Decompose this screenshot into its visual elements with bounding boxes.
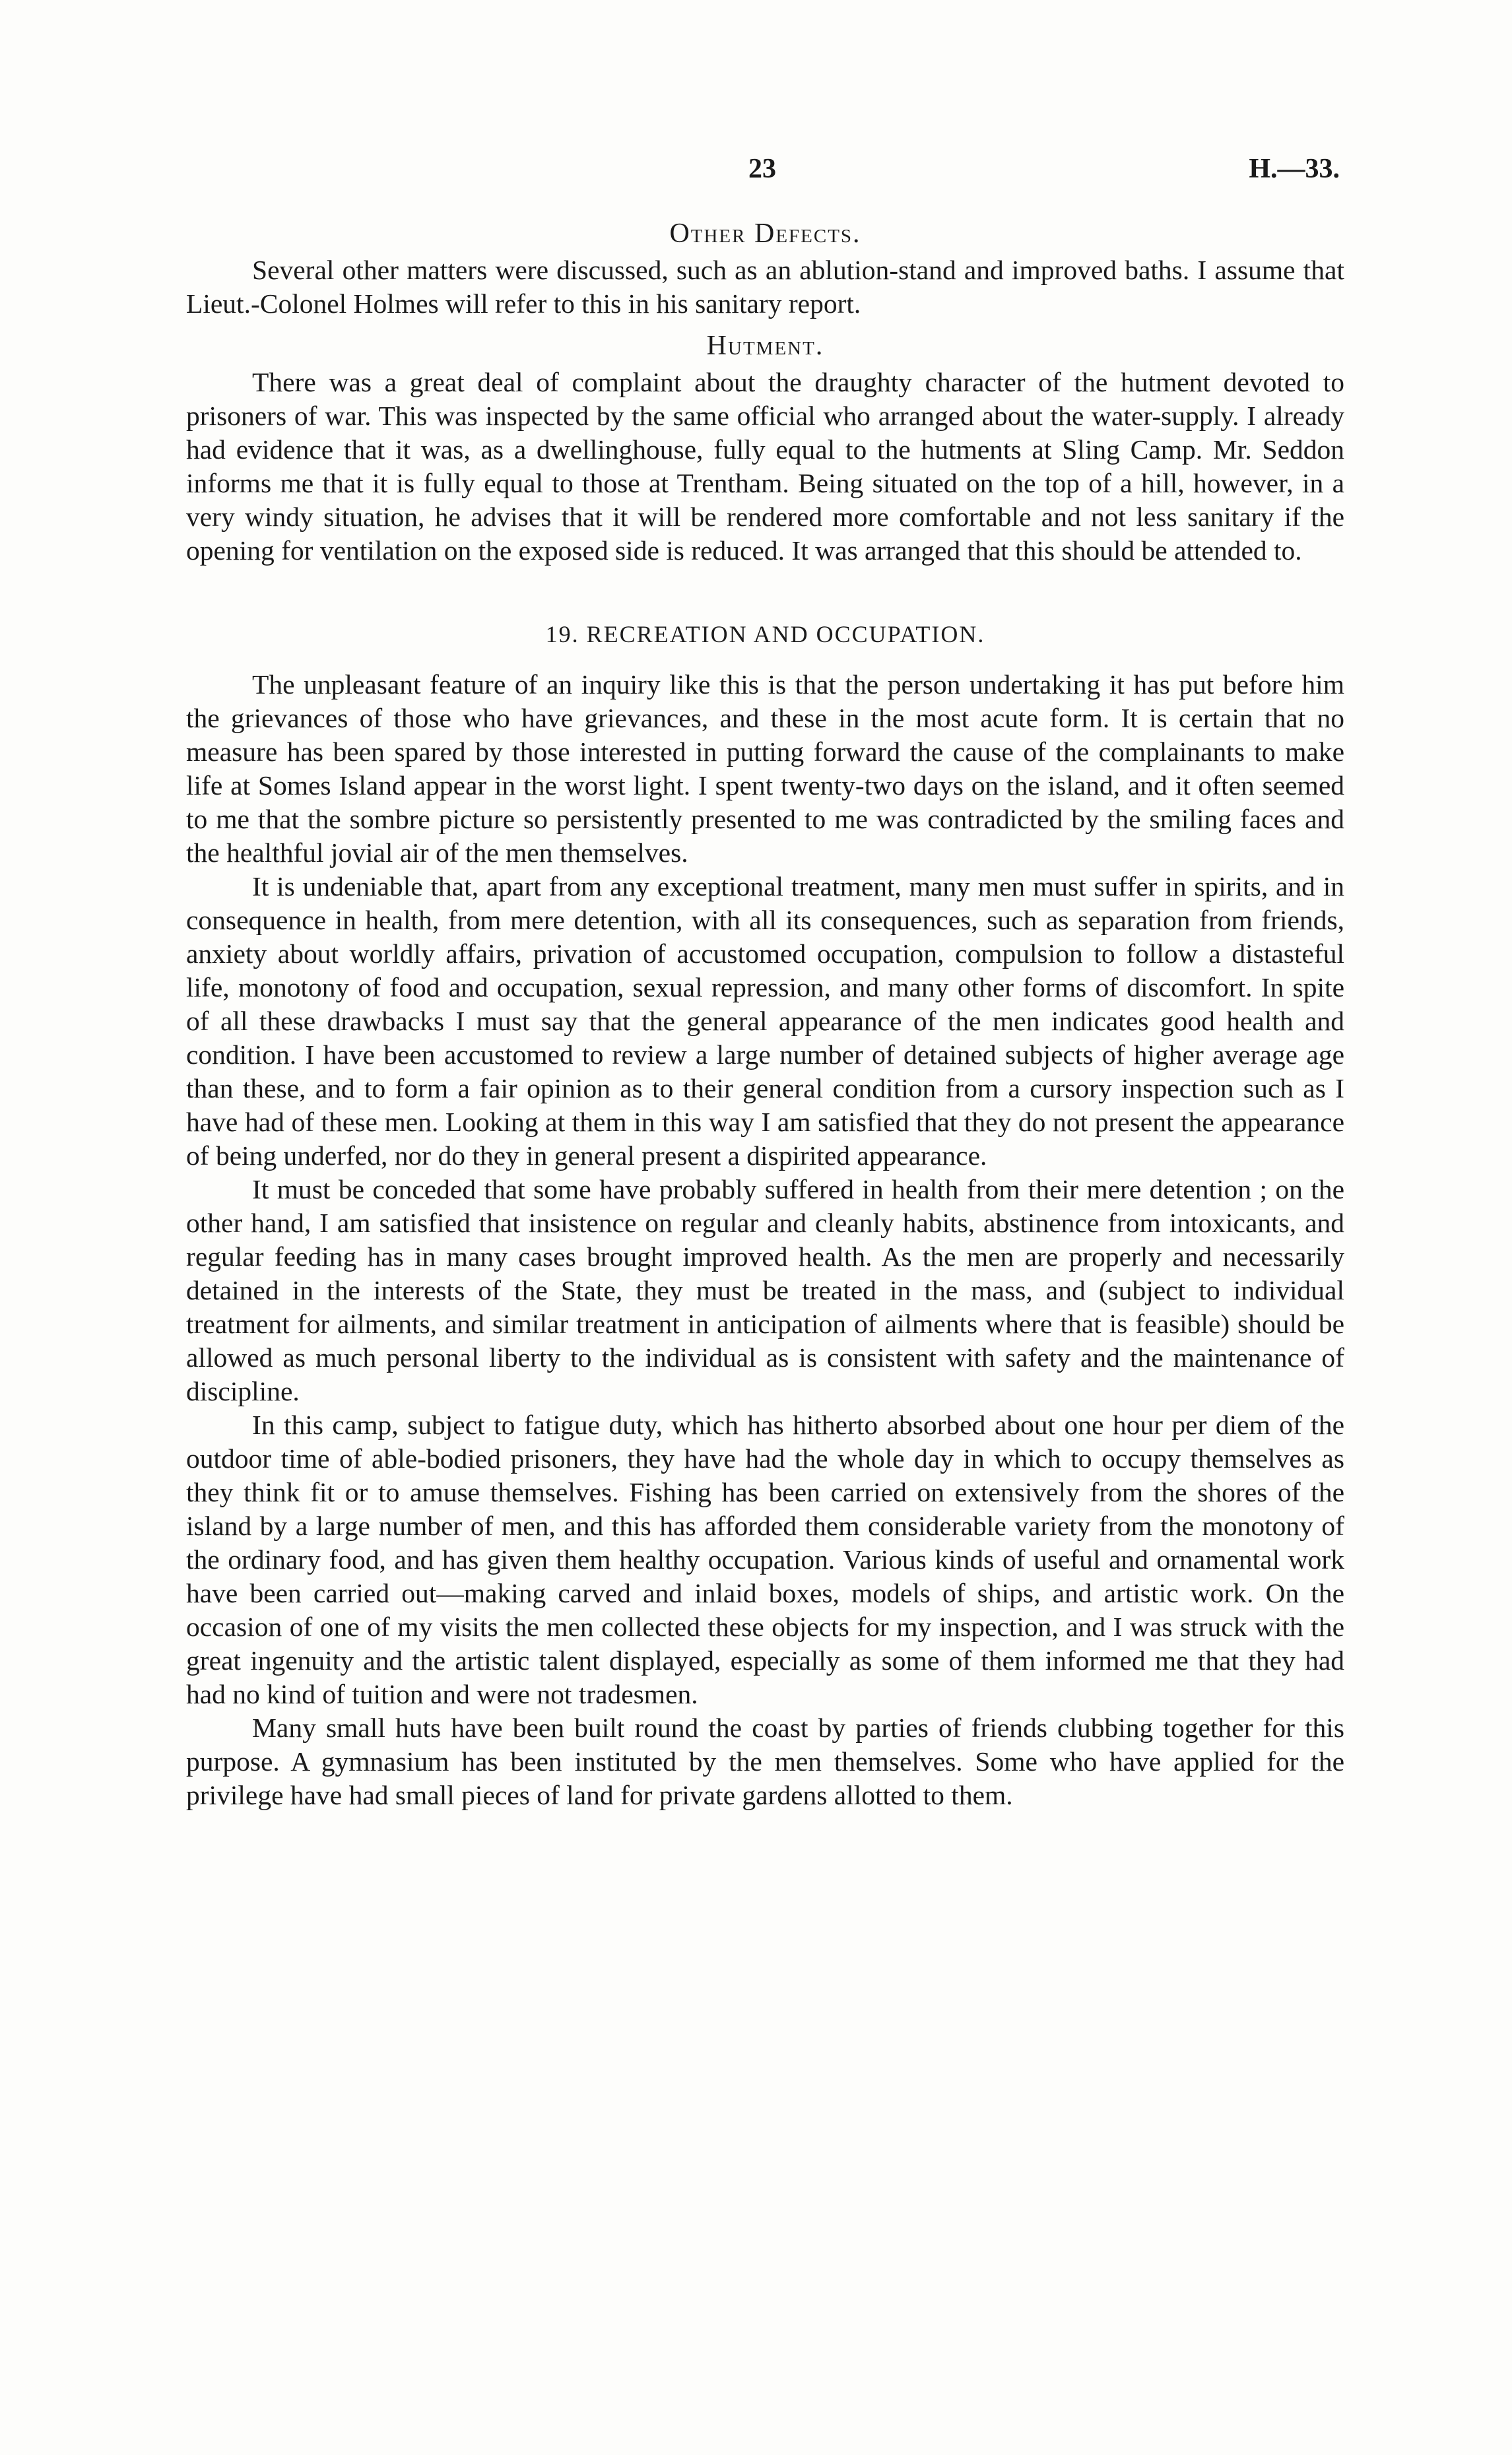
paragraph-recreation-2: It is undeniable that, apart from any exceptional treatment, many men must suffer in spirits, and in consequence in health, from mere detention, with all its consequences, such as separation from friends, anxiety about worldly affairs, privation of accustomed occupation, compulsion to follow a distasteful life, monotony of food and occupation, sexual repression, and many other forms of discomfort. In spite of all these drawbacks I must say that the general appearance of the men indicates good health and condition. I have been accustomed to review a large number of detained subjects of higher average age than these, and to form a fair opinion as to their general condition from a cursory inspection such as I have had of these men. Looking at them in this way I am satisfied that they do not present the appearance of being underfed, nor do they in general present a dispirited appearance. (186, 871, 1344, 1171)
paragraph-recreation-1: The unpleasant feature of an inquiry like this is that the person undertaking it has put before him the grievances of those who have grievances, and these in the most acute form. It is certain that no measure has been spared by those interested in putting forward the cause of the complainants to make life at Somes Island appear in the worst light. I spent twenty-two days on the island, and it often seemed to me that the sombre picture so persistently presented to me was contradicted by the smiling faces and the healthful jovial air of the men themselves. (186, 669, 1344, 868)
heading-other-defects: Other Defects. (669, 218, 861, 249)
running-head (185, 153, 1340, 193)
text-column (186, 218, 1344, 1812)
paragraph-recreation-3: It must be conceded that some have probably suffered in health from their mere detention ; on the other hand, I am satisfied that insistence on regular and cleanly habits, abstinence from intoxicants, and regular feeding has in many cases brought improved health. As the men are properly and necessarily detained in the interests of the State, they must be treated in the mass, and (subject to individual treatment for ailments, and similar treatment in anticipation of ailments where that is feasible) should be allowed as much personal liberty to the individual as is consistent with safety and the maintenance of discipline. (186, 1174, 1344, 1406)
paragraph-other-defects: Several other matters were discussed, such as an ablution-stand and improved baths. I assume that Lieut.-Colonel Holmes will refer to this in his sanitary report. (186, 255, 1344, 319)
page-number: 23 (748, 154, 776, 184)
heading-hutment: Hutment. (706, 331, 824, 361)
paragraph-hutment: There was a great deal of complaint about the draughty character of the hutment devoted to prisoners of war. This was inspected by the same official who arranged about the water-supply. I already had evidence that it was, as a dwellinghouse, fully equal to the hutments at Sling Camp. Mr. Seddon informs me that it is fully equal to those at Trentham. Being situated on the top of a hill, however, in a very windy situation, he advises that it will be rendered more comfortable and not less sanitary if the opening for ventilation on the exposed side is reduced. It was arranged that this should be attended to. (186, 367, 1344, 566)
paragraph-recreation-4: In this camp, subject to fatigue duty, which has hitherto absorbed about one hour per diem of the outdoor time of able-bodied prisoners, they have had the whole day in which to occupy themselves as they think fit or to amuse themselves. Fishing has been carried on extensively from the shores of the island by a large number of men, and this has afforded them considerable variety from the monotony of the ordinary food, and has given them healthy occupation. Various kinds of useful and ornamental work have been carried out—making carved and inlaid boxes, models of ships, and artistic work. On the occasion of one of my visits the men collected these objects for my inspection, and I was struck with the great ingenuity and the artistic talent displayed, especially as some of them informed me that they had had no kind of tuition and were not tradesmen. (186, 1410, 1344, 1709)
heading-recreation-occupation: 19. RECREATION AND OCCUPATION. (545, 621, 985, 647)
document-reference: H.—33. (1249, 154, 1340, 184)
paragraph-recreation-5: Many small huts have been built round the coast by parties of friends clubbing together for this purpose. A gymnasium has been instituted by the men themselves. Some who have applied for the privilege have had small pieces of land for private gardens allotted to them. (186, 1713, 1344, 1810)
